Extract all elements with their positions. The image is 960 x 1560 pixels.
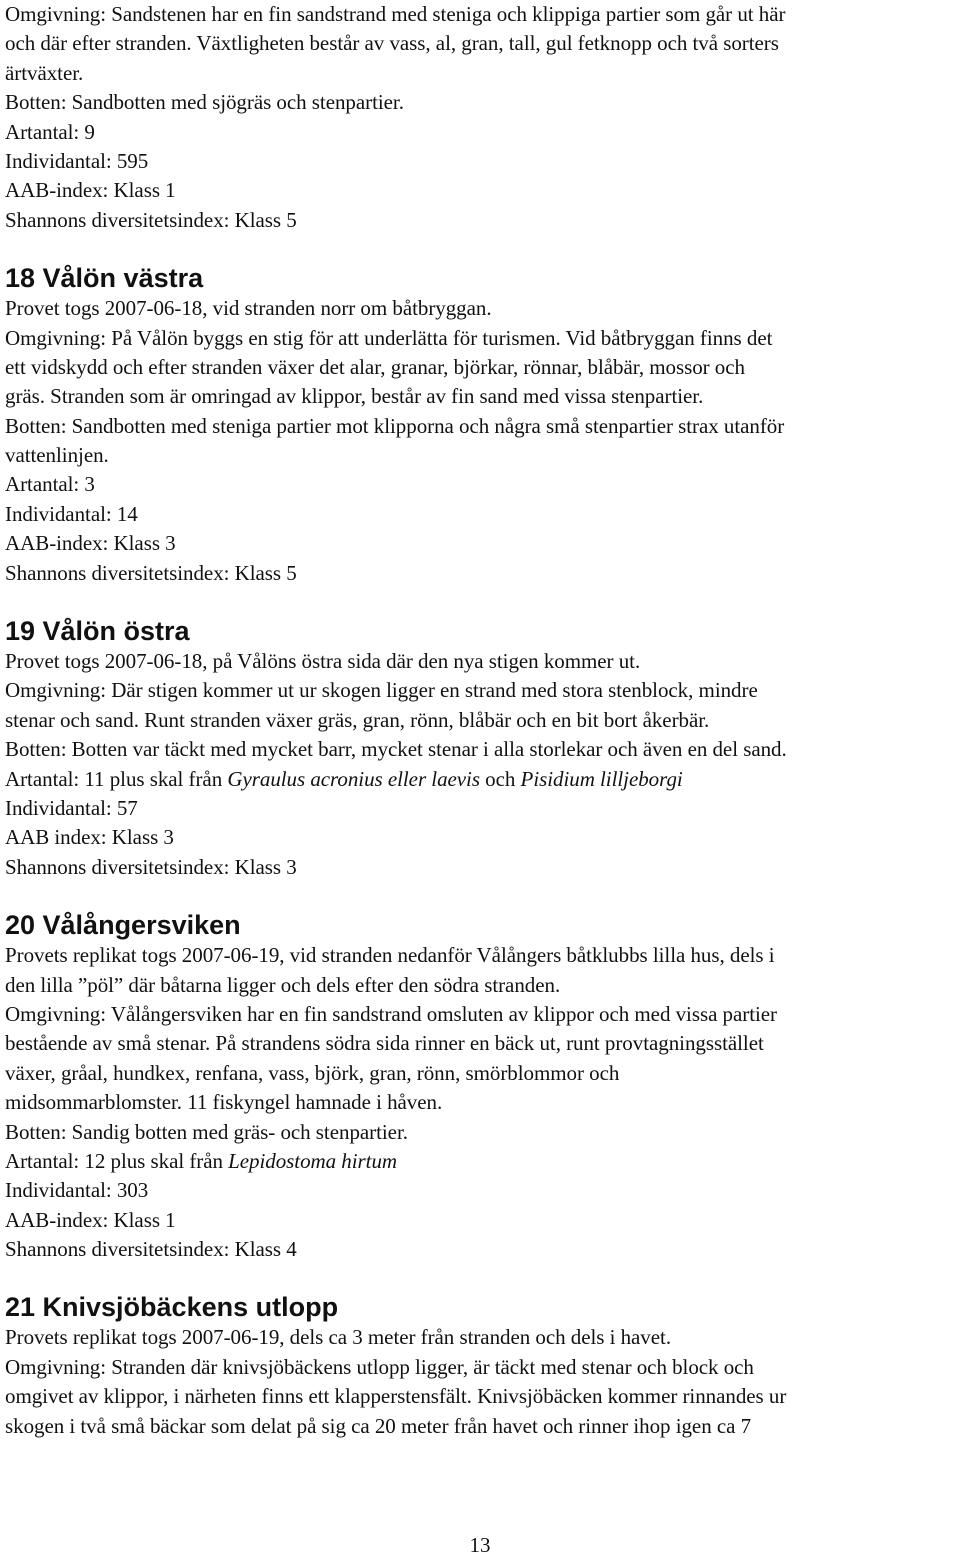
artantal-line — [5, 765, 960, 794]
text-line: den lilla ”pöl” där båtarna ligger och dels efter den södra stranden. — [5, 972, 561, 997]
section-19 — [5, 615, 960, 882]
text-line: Individantal: 57 — [5, 795, 138, 820]
text-line: Shannons diversitetsindex: Klass 5 — [5, 207, 297, 232]
text-line: Individantal: 14 — [5, 501, 138, 526]
artantal-prefix: Artantal: 12 plus skal från — [5, 1148, 229, 1173]
text-line: Provets replikat togs 2007-06-19, dels ca 3 meter från stranden och dels i havet. — [5, 1325, 672, 1350]
text-line: AAB-index: Klass 1 — [5, 1207, 176, 1232]
text-line: Shannons diversitetsindex: Klass 5 — [5, 560, 297, 585]
section-20 — [5, 909, 960, 1264]
text-line: Botten: Sandbotten med steniga partier mot klipporna och några små stenpartier strax utanför — [5, 413, 785, 438]
text-line: omgivet av klippor, i närheten finns ett klapperstensfält. Knivsjöbäcken kommer rinnandes ur — [5, 1384, 787, 1409]
text-line: Individantal: 595 — [5, 148, 149, 173]
text-line: Omgivning: Vålångersviken har en fin sandstrand omsluten av klippor och med vissa partier — [5, 1001, 777, 1026]
text-line: Individantal: 303 — [5, 1178, 149, 1203]
text-line: Shannons diversitetsindex: Klass 3 — [5, 854, 297, 879]
species-name: Pisidium lilljeborgi — [520, 766, 683, 791]
section-heading: 20 Vålångersviken — [5, 910, 241, 941]
text-line: Omgivning: Där stigen kommer ut ur skogen ligger en strand med stora stenblock, mindre — [5, 678, 758, 703]
text-line: växer, gråal, hundkex, renfana, vass, björk, gran, rönn, smörblommor och — [5, 1060, 620, 1085]
artantal-line — [5, 1147, 960, 1176]
text-line: AAB-index: Klass 1 — [5, 178, 176, 203]
text-line: AAB index: Klass 3 — [5, 825, 174, 850]
section-heading: 18 Vålön västra — [5, 263, 204, 294]
text-line: Provets replikat togs 2007-06-19, vid stranden nedanför Vålångers båtklubbs lilla hus, dels i — [5, 943, 775, 968]
species-name: Lepidostoma hirtum — [228, 1148, 398, 1173]
text-line: Botten: Sandbotten med sjögräs och stenpartier. — [5, 90, 404, 115]
section-21 — [5, 1291, 960, 1441]
text-line: Omgivning: Stranden där knivsjöbäckens utlopp ligger, är täckt med stenar och block och — [5, 1354, 754, 1379]
text-line: Provet togs 2007-06-18, vid stranden norr om båtbryggan. — [5, 296, 492, 321]
text-line: Omgivning: På Vålön byggs en stig för att underlätta för turismen. Vid båtbryggan finns det — [5, 325, 773, 350]
artantal-prefix: Artantal: 11 plus skal från — [5, 766, 228, 791]
text-line: Botten: Botten var täckt med mycket barr, mycket stenar i alla storlekar och även en del sand. — [5, 737, 787, 762]
text-line: Omgivning: Sandstenen har en fin sandstrand med steniga och klippiga partier som går ut här — [5, 2, 786, 26]
artantal-conjunction: och — [479, 766, 521, 791]
text-line: stenar och sand. Runt stranden växer gräs, gran, rönn, blåbär och en bit bort åkerbär. — [5, 707, 710, 732]
species-name: Gyraulus acronius eller laevis — [227, 766, 480, 791]
section-gap — [5, 588, 960, 615]
document-page — [5, 0, 960, 1441]
text-line: vattenlinjen. — [5, 443, 109, 468]
section-heading: 19 Vålön östra — [5, 616, 190, 647]
text-line: Botten: Sandig botten med gräs- och stenpartier. — [5, 1119, 408, 1144]
section-18 — [5, 262, 960, 588]
section-gap — [5, 235, 960, 262]
text-line: skogen i två små bäckar som delat på sig ca 20 meter från havet och rinner ihop igen ca 7 — [5, 1413, 752, 1438]
text-line: Artantal: 3 — [5, 472, 95, 497]
text-line: Artantal: 9 — [5, 119, 95, 144]
text-line: gräs. Stranden som är omringad av klippor, består av fin sand med vissa stenpartier. — [5, 384, 704, 409]
text-line: ett vidskydd och efter stranden växer det alar, granar, björkar, rönnar, blåbär, mossor och — [5, 354, 745, 379]
text-line: och där efter stranden. Växtligheten består av vass, al, gran, tall, gul fetknopp och två sorters — [5, 31, 779, 56]
text-line: Provet togs 2007-06-18, på Vålöns östra sida där den nya stigen kommer ut. — [5, 649, 641, 674]
text-line: ärtväxter. — [5, 60, 84, 85]
text-line: midsommarblomster. 11 fiskyngel hamnade i håven. — [5, 1090, 443, 1115]
intro-block — [5, 0, 960, 235]
section-gap — [5, 1264, 960, 1291]
section-heading: 21 Knivsjöbäckens utlopp — [5, 1292, 339, 1323]
page-number: 13 — [469, 1533, 491, 1557]
text-line: bestående av små stenar. På strandens södra sida rinner en bäck ut, runt provtagningsstället — [5, 1031, 764, 1056]
text-line: AAB-index: Klass 3 — [5, 531, 176, 556]
text-line: Shannons diversitetsindex: Klass 4 — [5, 1237, 297, 1262]
section-gap — [5, 882, 960, 909]
